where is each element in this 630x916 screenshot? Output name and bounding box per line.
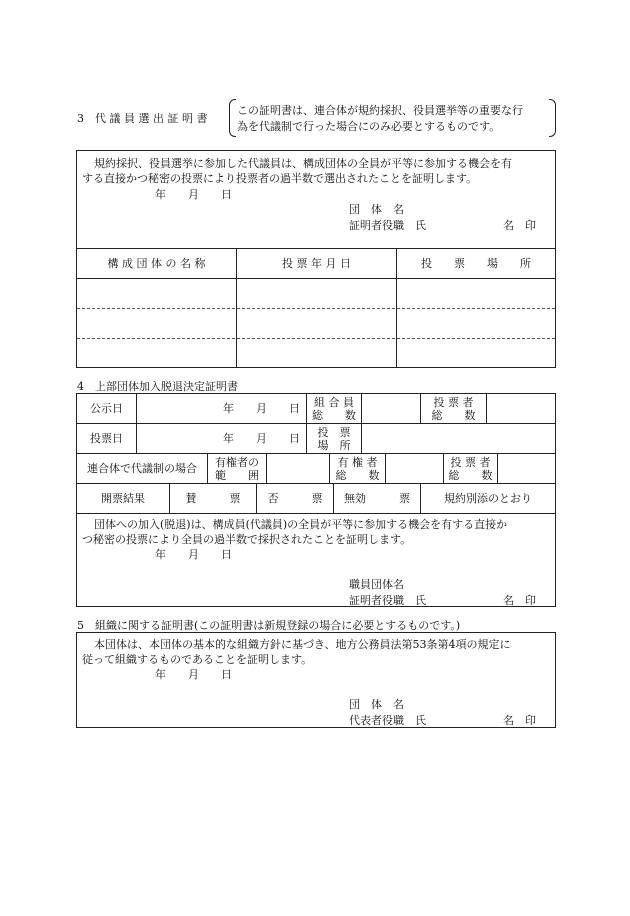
vote-date-value: 年 月 日 xyxy=(223,432,300,445)
section3-note-line1: この証明書は、連合体が規約採択、役員選挙等の重要な行 xyxy=(237,104,523,117)
voters-total-line2: 総 数 xyxy=(431,408,476,422)
section5-body-line2: 従って組織するものであることを証明します。 xyxy=(82,653,313,666)
section3-org-label: 団 体 名 xyxy=(349,203,404,216)
voters-total2-label xyxy=(444,454,497,483)
no-votes-label: 否 票 xyxy=(267,492,323,505)
voters-total2-line1: 投 票 者 xyxy=(450,455,491,469)
section5-org-label: 団 体 名 xyxy=(349,698,404,711)
section5-heading: 5 組織に関する証明書(この証明書は新規登録の場合に必要とするものです。) xyxy=(77,619,461,632)
eligible-range-label xyxy=(208,454,266,483)
section3-body-line1: 規約採択、役員選挙に参加した代議員は、構成団体の全員が平等に参加する機会を有 xyxy=(94,157,512,170)
members-total-line2: 総 数 xyxy=(312,408,356,422)
voters-total-line1: 投 票 者 xyxy=(433,395,474,409)
members-total-label xyxy=(307,394,361,423)
note-bracket-left xyxy=(229,99,236,137)
count-result-label: 開票結果 xyxy=(101,492,145,505)
rule-reference-label: 規約別添のとおり xyxy=(444,492,532,505)
eligible-total-label xyxy=(330,454,385,483)
members-total-line1: 組 合 員 xyxy=(314,395,354,409)
announce-date-value: 年 月 日 xyxy=(223,402,300,415)
voters-total-label xyxy=(421,394,486,423)
vote-place-line1: 投 票 xyxy=(317,425,351,439)
col-vote-date-header: 投 票 年 月 日 xyxy=(282,257,351,270)
section3-seal: 名 印 xyxy=(503,219,536,232)
section3-body-line2: する直接かつ秘密の投票により投票者の過半数で選出されたことを証明します。 xyxy=(82,172,478,185)
section4-date: 年 月 日 xyxy=(155,548,232,561)
section5-body-line1: 本団体は、本団体の基本的な組織方針に基づき、地方公務員法第53条第4項の規定に xyxy=(94,638,511,651)
section3-heading: 3 代 議 員 選 出 証 明 書 xyxy=(77,112,208,125)
section4-heading: 4 上部団体加入脱退決定証明書 xyxy=(77,380,238,393)
yes-votes-label: 賛 票 xyxy=(185,492,241,505)
col-vote-place-header: 投 票 場 所 xyxy=(421,257,531,270)
section4-cert-label: 証明者役職 氏 xyxy=(349,594,426,607)
section5-seal: 名 印 xyxy=(503,714,536,727)
invalid-votes-label: 無効 票 xyxy=(344,492,410,505)
note-bracket-right xyxy=(549,99,556,137)
section3-note-line2: 為を代議制で行った場合にのみ必要とするものです。 xyxy=(237,120,501,133)
vote-date-label: 投票日 xyxy=(90,432,123,445)
section4-org-label: 職員団体名 xyxy=(349,578,404,591)
section4-seal: 名 印 xyxy=(503,594,536,607)
section3-date: 年 月 日 xyxy=(155,188,232,201)
section4-body-line2: つ秘密の投票により全員の過半数で採択されたことを証明します。 xyxy=(82,533,412,546)
eligible-total-line1: 有 権 者 xyxy=(337,455,378,469)
voters-total2-line2: 総 数 xyxy=(448,468,493,482)
col-org-name-header: 構 成 団 体 の 名 称 xyxy=(107,257,206,270)
section5-rep-label: 代表者役職 氏 xyxy=(349,714,426,727)
delegate-case-label: 連合体で代議制の場合 xyxy=(87,462,197,475)
section4-body-line1: 団体への加入(脱退)は、構成員(代議員)の全員が平等に参加する機会を有する直接か xyxy=(94,518,508,531)
eligible-range-line1: 有権者の xyxy=(215,455,259,469)
section3-cert-label: 証明者役職 氏 xyxy=(349,219,426,232)
eligible-range-line2: 範 囲 xyxy=(215,468,259,482)
vote-place-line2: 場 所 xyxy=(317,438,351,452)
vote-place-label xyxy=(307,424,361,453)
announce-date-label: 公示日 xyxy=(90,402,123,415)
section5-date: 年 月 日 xyxy=(155,668,232,681)
eligible-total-line2: 総 数 xyxy=(335,468,380,482)
